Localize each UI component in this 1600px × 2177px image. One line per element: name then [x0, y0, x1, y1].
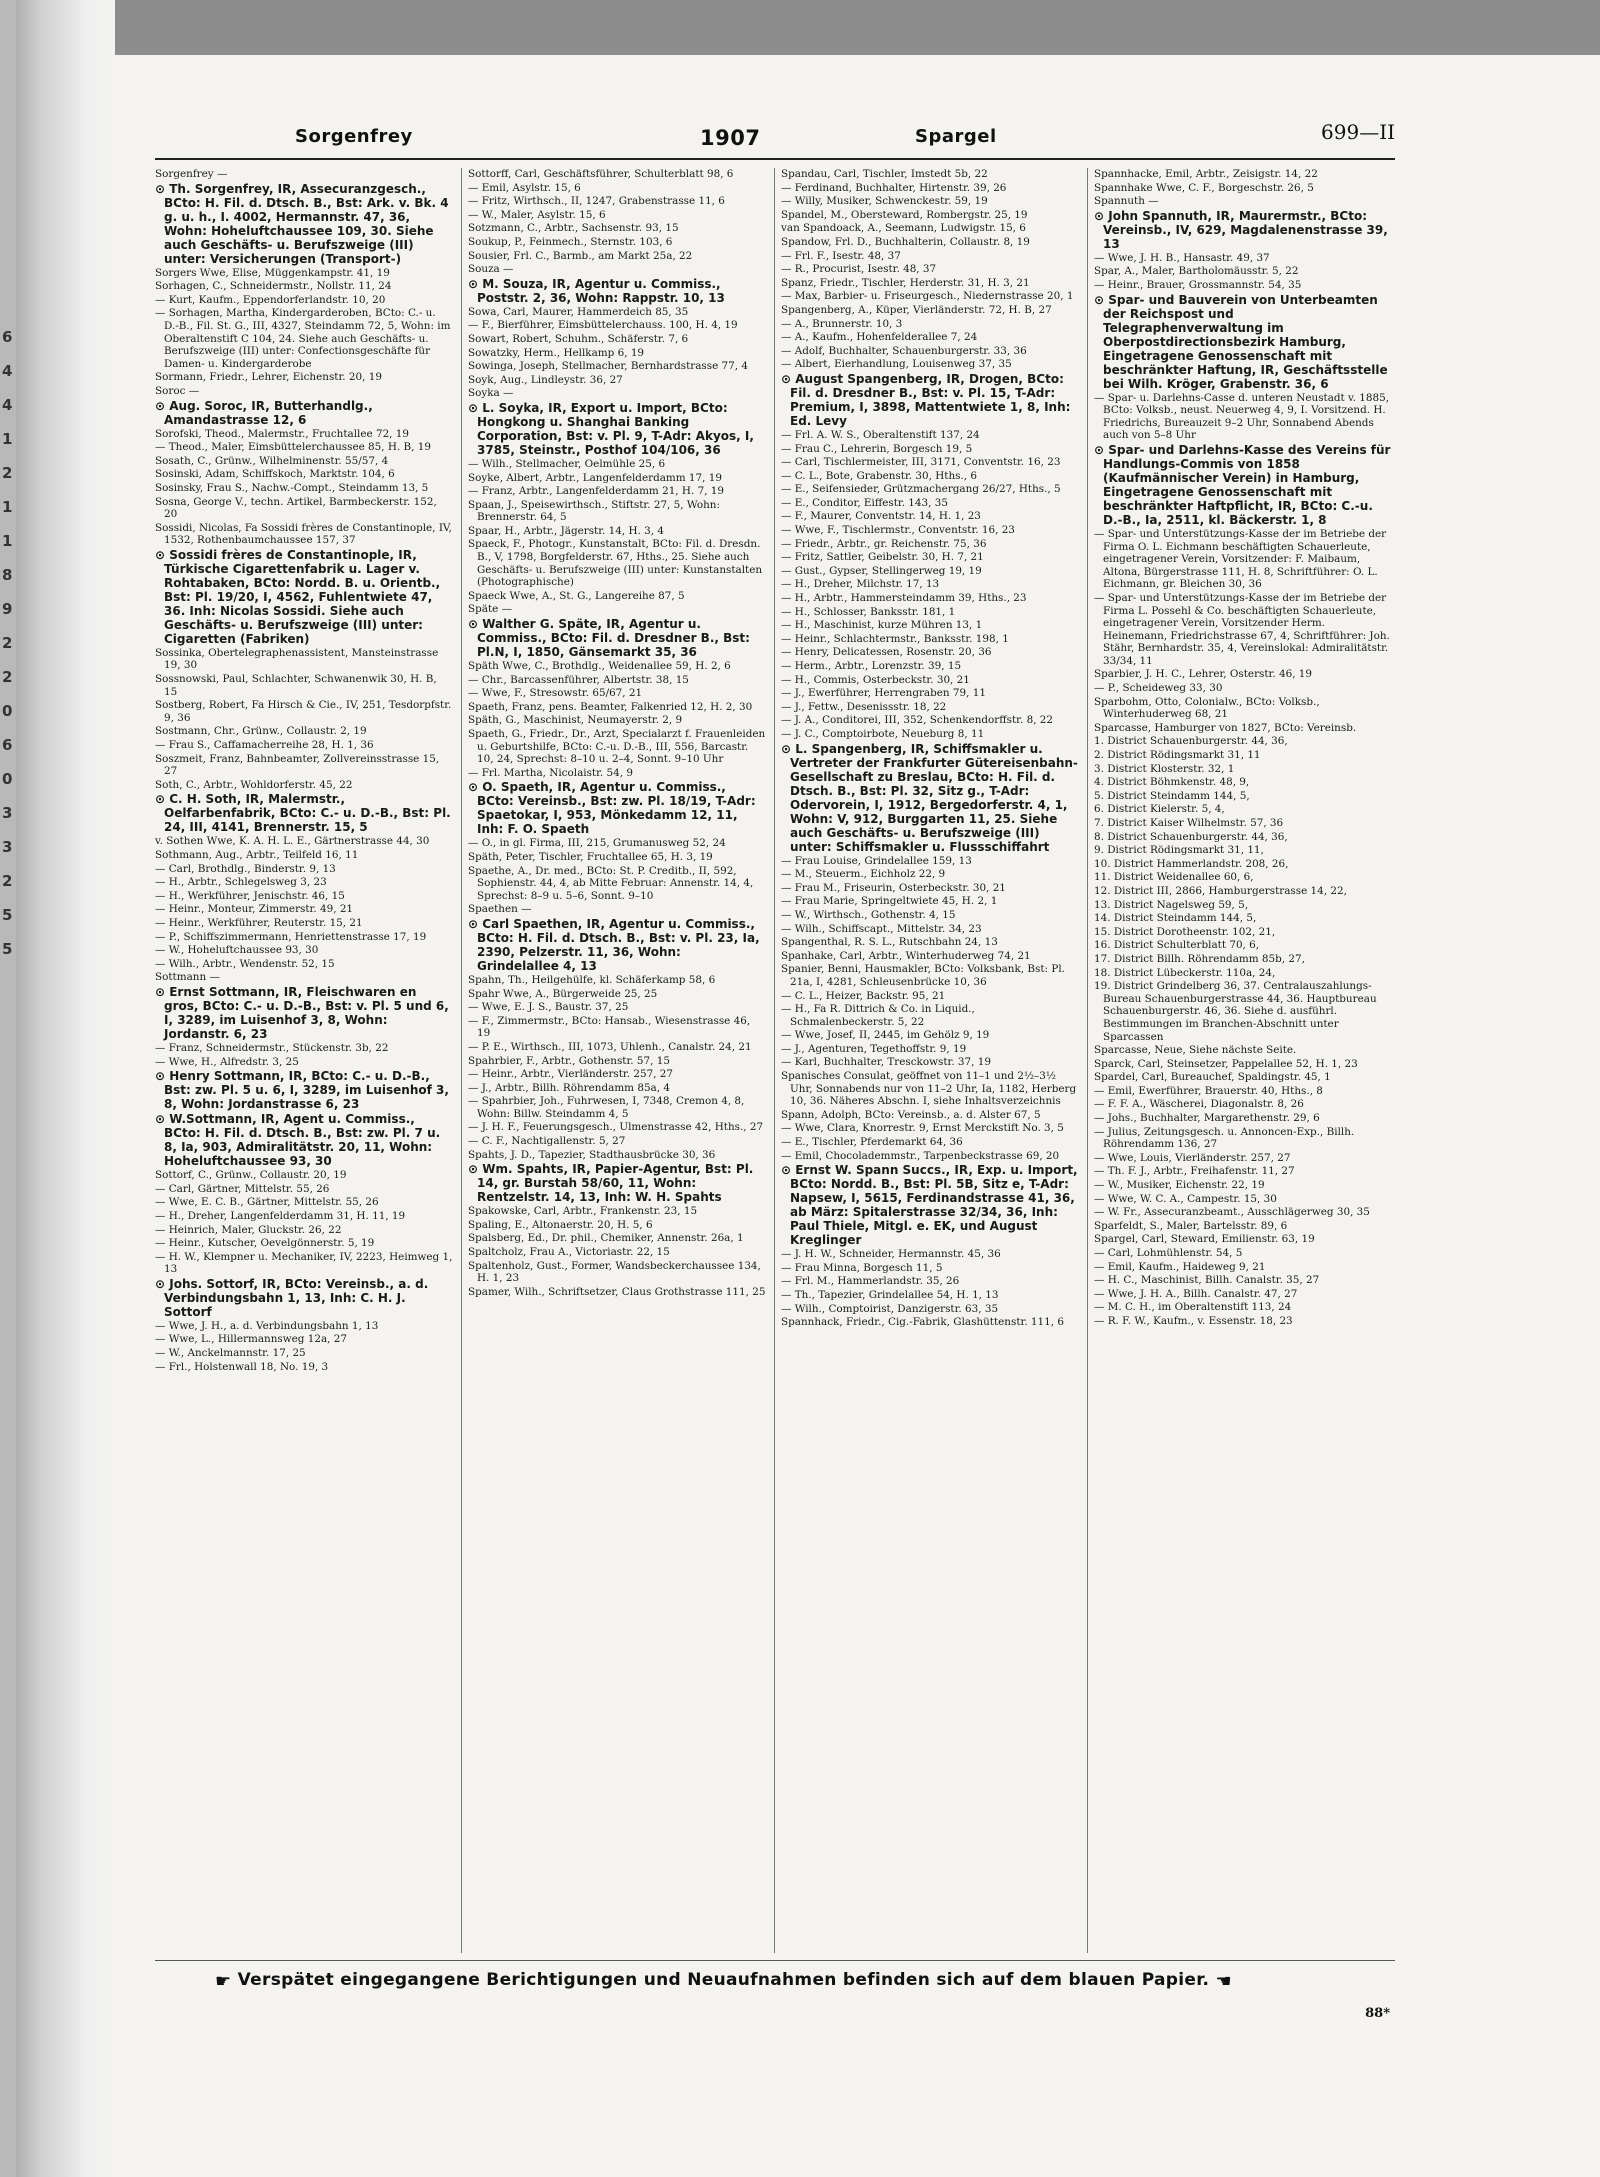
directory-entry: — W., Wirthsch., Gothenstr. 4, 15 — [781, 908, 956, 921]
directory-entry: — J. C., Comptoirbote, Neueburg 8, 11 — [781, 727, 985, 740]
directory-entry: Spanhake, Carl, Arbtr., Winterhuderweg 74, 21 — [781, 949, 1031, 962]
directory-entry: ⊙ August Spangenberg, IR, Drogen, BCto: Fil. d. Dresdner B., Bst: v. Pl. 15, T-Adr: Premium, I, 3898, Mattentwiete 1, 8, Inh: Ed. Levy — [781, 371, 1071, 428]
directory-entry: — Frl., Holstenwall 18, No. 19, 3 — [155, 1360, 329, 1373]
directory-entry: — J., Ewerführer, Herrengraben 79, 11 — [781, 687, 986, 700]
margin-digit: 1 — [2, 498, 13, 516]
directory-entry: — Wilh., Stellmacher, Oelmühle 25, 6 — [468, 457, 666, 470]
footer-divider — [155, 1960, 1395, 1961]
directory-entry: — Frl. A. W. S., Oberaltenstift 137, 24 — [781, 428, 980, 441]
directory-entry: — Wwe, J. H., a. d. Verbindungsbahn 1, 13 — [155, 1319, 379, 1332]
directory-entry: — M. C. H., im Oberaltenstift 113, 24 — [1094, 1301, 1292, 1314]
directory-entry: 14. District Steindamm 144, 5, — [1094, 912, 1257, 925]
running-header — [155, 118, 1395, 160]
directory-entry: — H., Fa R. Dittrich & Co. in Liquid., Schmalenbeckerstr. 5, 22 — [781, 1003, 975, 1028]
directory-entry: Sowinga, Joseph, Stellmacher, Bernhardstrasse 77, 4 — [468, 360, 748, 373]
directory-entry: — Wwe, E. C. B., Gärtner, Mittelstr. 55, 26 — [155, 1196, 379, 1209]
directory-entry: — Heinr., Kutscher, Oevelgönnerstr. 5, 19 — [155, 1237, 375, 1250]
directory-entry: ⊙ C. H. Soth, IR, Malermstr., Oelfarbenfabrik, BCto: C.- u. D.-B., Bst: Pl. 24, III, 4141, Brennerstr. 15, 5 — [155, 792, 451, 835]
directory-entry: — H., Arbtr., Hammersteindamm 39, Hths., 23 — [781, 592, 1027, 605]
directory-entry: Sothmann, Aug., Arbtr., Teilfeld 16, 11 — [155, 849, 359, 861]
directory-entry: ⊙ L. Soyka, IR, Export u. Import, BCto: Hongkong u. Shanghai Banking Corporation, Bst: v. Pl. 9, T-Adr: Akyos, I, 3785, Steinstr., Posthof 104/106, 36 — [468, 400, 754, 457]
margin-digit: 4 — [2, 396, 13, 414]
margin-digit: 5 — [2, 940, 13, 958]
footer-notice-text: Verspätet eingegangene Berichtigungen und Neuaufnahmen befinden sich auf dem blauen Papier. — [237, 1970, 1210, 1990]
directory-entry: — Herm., Arbtr., Lorenzstr. 39, 15 — [781, 660, 962, 672]
directory-entry: Spamer, Wilh., Schriftsetzer, Claus Grothstrasse 111, 25 — [468, 1285, 766, 1298]
directory-entry: Späth, G., Maschinist, Neumayerstr. 2, 9 — [468, 714, 683, 727]
directory-entry: — Gust., Gypser, Stellingerweg 19, 19 — [781, 564, 982, 577]
directory-entry: Sorofski, Theod., Malermstr., Fruchtallee 72, 19 — [155, 427, 410, 440]
directory-entry: Spannhacke, Emil, Arbtr., Zeisigstr. 14, 22 — [1094, 168, 1318, 180]
directory-entry: — Wwe, Clara, Knorrestr. 9, Ernst Merckstift No. 3, 5 — [781, 1122, 1064, 1135]
directory-entry: ⊙ Aug. Soroc, IR, Butterhandlg., Amandastrasse 12, 6 — [155, 398, 373, 427]
directory-entry: — Wilh., Comptoirist, Danzigerstr. 63, 35 — [781, 1302, 999, 1315]
directory-entry: Spaltcholz, Frau A., Victoriastr. 22, 15 — [468, 1246, 670, 1259]
directory-entry: — Frau Minna, Borgesch 11, 5 — [781, 1261, 943, 1274]
directory-entry: — W., Anckelmannstr. 17, 25 — [155, 1347, 306, 1360]
margin-digit: 2 — [2, 634, 13, 652]
directory-entry: Spakowske, Carl, Arbtr., Frankenstr. 23, 15 — [468, 1205, 698, 1218]
directory-entry: Souza — — [468, 263, 514, 276]
directory-entry: Späte — — [468, 603, 512, 616]
directory-entry: ⊙ Th. Sorgenfrey, IR, Assecuranzgesch., BCto: H. Fil. d. Dtsch. B., Bst: Ark. v. Bk. 4 g. u. h., I. 4002, Hermannstr. 47, 36, Wohn: Hoheluftchaussee 109, 30. Siehe auch Geschäfts- u. Berufszweige (III) unter: Versicherungen (Transport-) — [155, 181, 449, 266]
directory-entry: 13. District Nagelsweg 59, 5, — [1094, 898, 1249, 911]
column-divider — [461, 168, 462, 1953]
directory-entry: Soroc — — [155, 384, 200, 397]
margin-digit: 5 — [2, 906, 13, 924]
directory-entry: 19. District Grindelberg 36, 37. Centralauszahlungs-Bureau Schauenburgerstrasse 44, 36. Hauptbureau Schauenburgerstr. 46, 36. Siehe d. ausführl. Bestimmungen im Branchen-Abschnitt unter Sparcassen — [1094, 980, 1377, 1043]
directory-entry: — Emil, Asylstr. 15, 6 — [468, 181, 581, 194]
directory-entry: Spannuth — — [1094, 195, 1159, 208]
directory-entry: — Spar- und Unterstützungs-Kasse der im Betriebe der Firma O. L. Eichmann beschäftigten Schauerleute, eingetragener Verein, Vorsitzender: F. Maibaum, Altona, Bürgerstrasse 111, H. 8, Schriftführer: O. L. Eichmann, gr. Bleichen 30, 36 — [1094, 527, 1387, 591]
directory-entry: ⊙ L. Spangenberg, IR, Schiffsmakler u. Vertreter der Frankfurter Gütereisenbahn-Gesellschaft zu Breslau, BCto: H. Fil. d. Dtsch. B., Bst: Pl. 32, Sitz g., T-Adr: Odervorein, I, 1912, Bergedorferstr. 4, 1, Wohn: V, 912, Burggarten 11, 25. Siehe auch Geschäfts- u. Berufszweige (III) unter: Schiffsmakler u. Flussschiffahrt — [781, 741, 1078, 854]
directory-entry: Sparbier, J. H. C., Lehrer, Osterstr. 46, 19 — [1094, 668, 1313, 681]
directory-entry: Spardel, Carl, Bureauchef, Spaldingstr. 45, 1 — [1094, 1071, 1331, 1084]
book-spine-shadow — [0, 0, 115, 2177]
directory-entry: Spaeck, F., Photogr., Kunstanstalt, BCto: Fil. d. Dresdn. B., V, 1798, Borgfelderstr. 67, Hths., 25. Siehe auch Geschäfts- u. Berufszweige (III) unter: Kunstanstalten (Photographische) — [468, 538, 763, 589]
directory-entry: — H., Werkführer, Jenischstr. 46, 15 — [155, 889, 345, 902]
directory-entry: — C. L., Heizer, Backstr. 95, 21 — [781, 989, 946, 1002]
pointing-hand-icon: ☛ — [215, 1971, 232, 1992]
directory-entry: — P., Scheideweg 33, 30 — [1094, 682, 1223, 695]
directory-entry: — Heinr., Arbtr., Vierländerstr. 257, 27 — [468, 1068, 674, 1081]
directory-entry: Spaeth, Franz, pens. Beamter, Falkenried 12, H. 2, 30 — [468, 700, 753, 713]
directory-entry: — Frau Marie, Springeltwiete 45, H. 2, 1 — [781, 895, 998, 908]
directory-entry: Sorgers Wwe, Elise, Müggenkampstr. 41, 19 — [155, 266, 390, 279]
directory-entry: Späth Wwe, C., Brothdlg., Weidenallee 59, H. 2, 6 — [468, 660, 731, 673]
directory-entry: — Friedr., Arbtr., gr. Reichenstr. 75, 36 — [781, 537, 987, 550]
directory-entry: 16. District Schulterblatt 70, 6, — [1094, 939, 1260, 952]
directory-entry: ⊙ Carl Spaethen, IR, Agentur u. Commiss., BCto: H. Fil. d. Dtsch. B., Bst: v. Pl. 23, Ia, 2390, Pelzerstr. 11, 36, Wohn: Grindelallee 4, 13 — [468, 916, 760, 973]
margin-digit: 3 — [2, 804, 13, 822]
directory-entry: — W., Musiker, Eichenstr. 22, 19 — [1094, 1179, 1265, 1192]
directory-entry: Sosinski, Adam, Schiffskoch, Marktstr. 104, 6 — [155, 468, 395, 481]
directory-entry: ⊙ John Spannuth, IR, Maurermstr., BCto: Vereinsb., IV, 629, Magdalenenstrasse 39, 13 — [1094, 208, 1388, 251]
directory-entry: Spaar, H., Arbtr., Jägerstr. 14, H. 3, 4 — [468, 524, 664, 537]
directory-entry: 2. District Rödingsmarkt 31, 11 — [1094, 749, 1261, 762]
margin-digit: 2 — [2, 668, 13, 686]
directory-entry: — Fritz, Wirthsch., II, 1247, Grabenstrasse 11, 6 — [468, 195, 725, 208]
directory-entry: ⊙ Walther G. Späte, IR, Agentur u. Commiss., BCto: Fil. d. Dresdner B., Bst: Pl.N, I, 1850, Gänsemarkt 35, 36 — [468, 617, 750, 660]
directory-entry: — F. F. A., Wäscherei, Diagonalstr. 8, 26 — [1094, 1098, 1304, 1111]
directory-entry: — H., Schlosser, Banksstr. 181, 1 — [781, 605, 956, 618]
directory-entry: Spalsberg, Ed., Dr. phil., Chemiker, Annenstr. 26a, 1 — [468, 1232, 744, 1245]
directory-entry: — Spahrbier, Joh., Fuhrwesen, I, 7348, Cremon 4, 8, Wohn: Billw. Steindamm 4, 5 — [468, 1095, 745, 1120]
facing-page-margin-digits — [2, 320, 16, 966]
directory-entry: v. Sothen Wwe, K. A. H. L. E., Gärtnerstrasse 44, 30 — [155, 835, 430, 848]
column-divider — [774, 168, 775, 1953]
directory-entry: — Wwe, F., Stresowstr. 65/67, 21 — [468, 687, 643, 700]
directory-entry: Sowart, Robert, Schuhm., Schäferstr. 7, 6 — [468, 332, 689, 345]
directory-entry: — Heinr., Brauer, Grossmannstr. 54, 35 — [1094, 278, 1302, 291]
footer-notice — [215, 1970, 1365, 1992]
directory-entry: Soszmeit, Franz, Bahnbeamter, Zollvereinsstrasse 15, 27 — [155, 752, 440, 778]
directory-entry: Sowa, Carl, Maurer, Hammerdeich 85, 35 — [468, 305, 689, 318]
directory-entry: ⊙ W.Sottmann, IR, Agent u. Commiss., BCto: H. Fil. d. Dtsch. B., Bst: zw. Pl. 7 u. 8, Ia, 903, Admiralitätstr. 20, 11, Wohn: Hoheluftchaussee 93, 30 — [155, 1112, 441, 1169]
directory-entry: — W., Maler, Asylstr. 15, 6 — [468, 208, 606, 221]
directory-entry: — E., Seifensieder, Grützmachergang 26/27, Hths., 5 — [781, 483, 1061, 496]
directory-entry: — P., Schiffszimmermann, Henriettenstrasse 17, 19 — [155, 930, 427, 943]
directory-entry: — H. C., Maschinist, Billh. Canalstr. 35, 27 — [1094, 1274, 1320, 1287]
directory-entry: 10. District Hammerlandstr. 208, 26, — [1094, 857, 1289, 870]
directory-entry: — Franz, Schneidermstr., Stückenstr. 3b, 22 — [155, 1041, 389, 1054]
directory-entry: — Wwe, F., Tischlermstr., Conventstr. 16, 23 — [781, 524, 1015, 537]
directory-entry: 4. District Böhmkenstr. 48, 9, — [1094, 776, 1250, 789]
directory-entry: — Frau M., Friseurin, Osterbeckstr. 30, 21 — [781, 881, 1006, 894]
directory-entry: ⊙ Wm. Spahts, IR, Papier-Agentur, Bst: Pl. 14, gr. Burstah 58/60, 11, Wohn: Rentzelstr. 14, 13, Inh: W. H. Spahts — [468, 1162, 754, 1205]
directory-entry: — Johs., Buchhalter, Margarethenstr. 29, 6 — [1094, 1112, 1320, 1125]
directory-entry: Spaethe, A., Dr. med., BCto: St. P. Creditb., II, 592, Sophienstr. 44, 4, ab Mitte Februar: Annenstr. 14, 4, Sprechst: 8–9 u. 5–6, Sonnt. 9–10 — [468, 864, 754, 902]
directory-entry: — Th., Tapezier, Grindelallee 54, H. 1, 13 — [781, 1289, 999, 1301]
directory-entry: — Wwe, Louis, Vierländerstr. 257, 27 — [1094, 1151, 1291, 1164]
directory-entry: Spaling, E., Altonaerstr. 20, H. 5, 6 — [468, 1218, 653, 1231]
directory-entry: — Kurt, Kaufm., Eppendorferlandstr. 10, 20 — [155, 293, 386, 306]
margin-digit: 1 — [2, 430, 13, 448]
directory-entry: — Wilh., Arbtr., Wendenstr. 52, 15 — [155, 957, 335, 970]
directory-entry: — Carl, Brothdlg., Binderstr. 9, 13 — [155, 862, 336, 875]
directory-entry: Sottorff, Carl, Geschäftsführer, Schulterblatt 98, 6 — [468, 168, 734, 180]
directory-entry: 6. District Kielerstr. 5, 4, — [1094, 803, 1225, 816]
directory-entry: — Henry, Delicatessen, Rosenstr. 20, 36 — [781, 646, 992, 659]
margin-digit: 0 — [2, 770, 13, 788]
column-divider — [1087, 168, 1088, 1953]
directory-entry: Soyk, Aug., Lindleystr. 36, 27 — [468, 373, 623, 386]
directory-entry: — Adolf, Buchhalter, Schauenburgerstr. 33, 36 — [781, 344, 1027, 357]
directory-entry: Spaeck Wwe, A., St. G., Langereihe 87, 5 — [468, 589, 685, 602]
directory-entry: — Spar- und Unterstützungs-Kasse der im Betriebe der Firma L. Possehl & Co. beschäftigten Schauerleute, eingetragener Verein, Vorsitzender Herm. Heinemann, Friedrichstrasse 67, 4, Schriftführer: Joh. Stähr, Bernhardstr. 35, 4, Vereinslokal: Admiralitätstr. 33/34, 11 — [1094, 591, 1390, 667]
directory-entry: — Wwe, E. J. S., Baustr. 37, 25 — [468, 1001, 629, 1014]
directory-columns — [155, 168, 1395, 1953]
directory-entry: — Ferdinand, Buchhalter, Hirtenstr. 39, 26 — [781, 181, 1007, 194]
directory-entry: Spanz, Friedr., Tischler, Herderstr. 31, H. 3, 21 — [781, 276, 1030, 289]
directory-entry: Sostberg, Robert, Fa Hirsch & Cie., IV, 251, Tesdorpfstr. 9, 36 — [155, 699, 452, 724]
directory-entry: — J., Arbtr., Billh. Röhrendamm 85a, 4 — [468, 1081, 670, 1094]
directory-entry: Spahn, Th., Heilgehülfe, kl. Schäferkamp 58, 6 — [468, 973, 716, 986]
directory-entry: ⊙ Spar- und Darlehns-Kasse des Vereins für Handlungs-Commis von 1858 (Kaufmännischer Verein) in Hamburg, Eingetragene Genossenschaft mit beschränkter Haftpflicht, IR, BCto: C.-u. D.-B., Ia, 2511, kl. Bäckerstr. 1, 8 — [1094, 442, 1391, 527]
directory-entry: — R. F. W., Kaufm., v. Essenstr. 18, 23 — [1094, 1314, 1293, 1327]
directory-entry: — A., Kaufm., Hohenfelderallee 7, 24 — [781, 331, 978, 344]
directory-entry: 7. District Kaiser Wilhelmstr. 57, 36 — [1094, 817, 1284, 829]
directory-entry: — Wwe, J. H. A., Billh. Canalstr. 47, 27 — [1094, 1287, 1298, 1300]
directory-entry: Soyka — — [468, 387, 514, 400]
directory-entry: — Th. F. J., Arbtr., Freihafenstr. 11, 27 — [1094, 1165, 1295, 1178]
directory-entry: — Wwe, W. C. A., Campestr. 15, 30 — [1094, 1192, 1277, 1205]
directory-entry: — Wwe, Josef, II, 2445, im Gehölz 9, 19 — [781, 1029, 990, 1042]
directory-entry: Spaethen — — [468, 903, 532, 916]
directory-entry: — Heinr., Schlachtermstr., Banksstr. 198, 1 — [781, 632, 1009, 645]
directory-entry: — W. Fr., Assecuranzbeamt., Ausschlägerweg 30, 35 — [1094, 1206, 1370, 1219]
directory-entry: — H. W., Klempner u. Mechaniker, IV, 2223, Heimweg 1, 13 — [155, 1250, 453, 1276]
directory-entry: Sotzmann, C., Arbtr., Sachsenstr. 93, 15 — [468, 222, 679, 235]
directory-entry: Sousier, Frl. C., Barmb., am Markt 25a, 22 — [468, 249, 693, 262]
directory-entry: — Willy, Musiker, Schwenckestr. 59, 19 — [781, 195, 988, 208]
directory-entry: 3. District Klosterstr. 32, 1 — [1094, 762, 1235, 775]
directory-entry: Sowatzky, Herm., Hellkamp 6, 19 — [468, 346, 645, 359]
directory-entry: — Frau S., Caffamacherreihe 28, H. 1, 36 — [155, 739, 374, 752]
directory-entry: Spaan, J., Speisewirthsch., Stiftstr. 27, 5, Wohn: Brennerstr. 64, 5 — [468, 498, 720, 524]
directory-entry: — A., Brunnerstr. 10, 3 — [781, 317, 903, 330]
directory-entry: Spann, Adolph, BCto: Vereinsb., a. d. Alster 67, 5 — [781, 1108, 1041, 1121]
directory-entry: Sostmann, Chr., Grünw., Collaustr. 2, 19 — [155, 725, 367, 738]
margin-digit: 8 — [2, 566, 13, 584]
directory-entry: — Wilh., Schiffscapt., Mittelstr. 34, 23 — [781, 922, 982, 935]
directory-entry: — H., Maschinist, kurze Mühren 13, 1 — [781, 619, 983, 632]
directory-entry: ⊙ Spar- und Bauverein von Unterbeamten der Reichspost und Telegraphenverwaltung im Oberpostdirectionsbezirk Hamburg, Eingetragene Genossenschaft mit beschränkter Haftung, IR, Geschäftsstelle bei Wilh. Kröger, Grabenstr. 36, 6 — [1094, 292, 1388, 391]
margin-digit: 4 — [2, 362, 13, 380]
directory-entry: Sossnowski, Paul, Schlachter, Schwanenwik 30, H. B, 15 — [155, 673, 437, 698]
margin-digit: 6 — [2, 736, 13, 754]
directory-entry: — J. H. W., Schneider, Hermannstr. 45, 36 — [781, 1248, 1001, 1261]
directory-entry: 12. District III, 2866, Hamburgerstrasse 14, 22, — [1094, 884, 1347, 897]
directory-entry: Sosna, George V., techn. Artikel, Barmbeckerstr. 152, 20 — [155, 495, 437, 521]
directory-entry: Spanier, Benni, Hausmakler, BCto: Volksbank, Bst: Pl. 21a, I, 4281, Schleusenbrücke 10, 36 — [781, 963, 1065, 988]
directory-entry: 18. District Lübeckerstr. 110a, 24, — [1094, 966, 1276, 979]
directory-entry: ⊙ O. Spaeth, IR, Agentur u. Commiss., BCto: Vereinsb., Bst: zw. Pl. 18/19, T-Adr: Spaetokar, I, 953, Mönkedamm 12, 11, Inh: F. O. Spaeth — [468, 780, 756, 837]
signature-mark: 88* — [1365, 2006, 1390, 2021]
directory-entry: — Chr., Barcassenführer, Albertstr. 38, 15 — [468, 673, 689, 686]
directory-entry: ⊙ Johs. Sottorf, IR, BCto: Vereinsb., a. d. Verbindungsbahn 1, 13, Inh: C. H. J. Sottorf — [155, 1276, 429, 1319]
margin-digit: 2 — [2, 872, 13, 890]
directory-entry: — Emil, Kaufm., Haideweg 9, 21 — [1094, 1260, 1266, 1273]
directory-entry: — F., Bierführer, Eimsbüttelerchauss. 100, H. 4, 19 — [468, 319, 738, 332]
directory-entry: — J., Agenturen, Tegethoffstr. 9, 19 — [781, 1042, 967, 1055]
directory-entry: — H., Commis, Osterbeckstr. 30, 21 — [781, 673, 970, 686]
directory-entry: — C. F., Nachtigallenstr. 5, 27 — [468, 1135, 626, 1148]
column-3 — [781, 168, 1079, 1953]
directory-entry: Späth, Peter, Tischler, Fruchtallee 65, H. 3, 19 — [468, 850, 713, 863]
directory-entry: — Max, Barbier- u. Friseurgesch., Niedernstrasse 20, 1 — [781, 290, 1074, 303]
directory-entry: — C. L., Bote, Grabenstr. 30, Hths., 6 — [781, 469, 978, 482]
directory-entry: — E., Tischler, Pferdemarkt 64, 36 — [781, 1136, 963, 1149]
directory-entry: Sottmann — — [155, 971, 220, 984]
directory-entry: Spandow, Frl. D., Buchhalterin, Collaustr. 8, 19 — [781, 235, 1030, 248]
directory-entry: — Theod., Maler, Eimsbüttelerchaussee 85, H. B, 19 — [155, 441, 432, 454]
directory-entry: — Julius, Zeitungsgesch. u. Annoncen-Exp., Billh. Röhrendamm 136, 27 — [1094, 1125, 1355, 1151]
directory-entry: — Heinrich, Maler, Gluckstr. 26, 22 — [155, 1223, 342, 1236]
directory-entry: 17. District Billh. Röhrendamm 85b, 27, — [1094, 952, 1305, 965]
margin-digit: 1 — [2, 532, 13, 550]
directory-entry: Spahrbier, F., Arbtr., Gothenstr. 57, 15 — [468, 1054, 670, 1067]
directory-entry: Sottorf, C., Grünw., Collaustr. 20, 19 — [155, 1169, 347, 1182]
directory-entry: Sorhagen, C., Schneidermstr., Nollstr. 11, 24 — [155, 280, 392, 293]
directory-entry: Sparfeldt, S., Maler, Bartelsstr. 89, 6 — [1094, 1219, 1288, 1232]
directory-entry: Spannhack, Friedr., Cig.-Fabrik, Glashüttenstr. 111, 6 — [781, 1316, 1064, 1329]
directory-entry: — Wwe, L., Hillermannsweg 12a, 27 — [155, 1333, 347, 1346]
directory-entry: — Heinr., Werkführer, Reuterstr. 15, 21 — [155, 916, 363, 929]
directory-entry: — Frl. F., Isestr. 48, 37 — [781, 249, 901, 262]
directory-entry: 11. District Weidenallee 60, 6, — [1094, 871, 1254, 884]
directory-entry: ⊙ Ernst Sottmann, IR, Fleischwaren en gros, BCto: C.- u. D.-B., Bst: v. Pl. 5 und 6, I, 3289, im Luisenhof 3, 8, Wohn: Jordanstr. 6, 23 — [155, 984, 449, 1041]
directory-entry: Spahr Wwe, A., Bürgerweide 25, 25 — [468, 987, 658, 1000]
directory-entry: Sossinka, Obertelegraphenassistent, Mansteinstrasse 19, 30 — [155, 646, 439, 672]
directory-entry: — F., Zimmermstr., BCto: Hansab., Wiesenstrasse 46, 19 — [468, 1014, 751, 1040]
directory-entry: — Frau Louise, Grindelallee 159, 13 — [781, 854, 972, 867]
directory-entry: — Karl, Buchhalter, Tresckowstr. 37, 19 — [781, 1056, 991, 1069]
column-1 — [155, 168, 453, 1953]
directory-entry: — Wwe, H., Alfredstr. 3, 25 — [155, 1055, 299, 1068]
directory-entry: ⊙ Ernst W. Spann Succs., IR, Exp. u. Import, BCto: Nordd. B., Bst: Pl. 5B, Sitz e, T-Adr: Napsew, I, 5615, Ferdinandstrasse 41, 36, ab März: Spitalerstrasse 32/34, 36, Inh: Paul Thiele, Mitgl. e. EK, und August Kreglinger — [781, 1163, 1078, 1248]
margin-digit: 3 — [2, 838, 13, 856]
margin-digit: 9 — [2, 600, 13, 618]
directory-entry: — F., Maurer, Conventstr. 14, H. 1, 23 — [781, 510, 981, 523]
directory-entry: ⊙ Sossidi frères de Constantinople, IR, Türkische Cigarettenfabrik u. Lager v. Rohtabaken, BCto: Nordd. B. u. Orientb., Bst: Pl. 19/20, I, 4562, Fuhlentwiete 47, 36. Inh: Nicolas Sossidi. Siehe auch Geschäfts- u. Berufszweige (III) unter: Cigaretten (Fabriken) — [155, 547, 441, 646]
directory-entry: Spar, A., Maler, Bartholomäusstr. 5, 22 — [1094, 265, 1299, 278]
directory-entry: — Carl, Gärtner, Mittelstr. 55, 26 — [155, 1182, 330, 1195]
directory-entry: — Frl. Martha, Nicolaistr. 54, 9 — [468, 766, 633, 779]
directory-entry: 5. District Steindamm 144, 5, — [1094, 789, 1250, 802]
directory-entry: Soth, C., Arbtr., Wohldorferstr. 45, 22 — [155, 778, 353, 791]
directory-entry: van Spandoack, A., Seemann, Ludwigstr. 15, 6 — [781, 222, 1026, 235]
directory-entry: — J. A., Conditorei, III, 352, Schenkendorffstr. 8, 22 — [781, 714, 1054, 727]
directory-entry: 9. District Rödingsmarkt 31, 11, — [1094, 844, 1264, 857]
directory-entry: — O., in gl. Firma, III, 215, Grumanusweg 52, 24 — [468, 837, 726, 850]
directory-entry: Soyke, Albert, Arbtr., Langenfelderdamm 17, 19 — [468, 471, 722, 484]
directory-entry: — Emil, Ewerführer, Brauerstr. 40, Hths., 8 — [1094, 1084, 1323, 1097]
directory-entry: — Frl. M., Hammerlandstr. 35, 26 — [781, 1275, 960, 1288]
directory-entry: Spanisches Consulat, geöffnet von 11–1 und 2½–3½ Uhr, Sonnabends nur von 11–2 Uhr, Ia, 1182, Herberg 10, 36. Näheres Abschn. I, siehe Inhaltsverzeichnis — [781, 1070, 1077, 1108]
column-2 — [468, 168, 766, 1953]
directory-entry: Spandau, Carl, Tischler, Imstedt 5b, 22 — [781, 168, 988, 180]
directory-entry: — W., Hoheluftchaussee 93, 30 — [155, 944, 319, 957]
directory-entry: — M., Steuerm., Eichholz 22, 9 — [781, 868, 946, 881]
directory-entry: Spahts, J. D., Tapezier, Stadthausbrücke 30, 36 — [468, 1148, 716, 1161]
directory-entry: — Albert, Eierhandlung, Louisenweg 37, 35 — [781, 358, 1012, 371]
directory-entry: Sparcasse, Hamburger von 1827, BCto: Vereinsb. — [1094, 721, 1357, 734]
directory-entry: — P. E., Wirthsch., III, 1073, Uhlenh., Canalstr. 24, 21 — [468, 1040, 752, 1053]
directory-entry: — H., Dreher, Milchstr. 17, 13 — [781, 578, 940, 591]
header-right-keyword: Spargel — [915, 126, 997, 147]
directory-entry: Spargel, Carl, Steward, Emilienstr. 63, 19 — [1094, 1233, 1315, 1246]
directory-entry: — Carl, Lohmühlenstr. 54, 5 — [1094, 1247, 1243, 1259]
directory-entry: ⊙ M. Souza, IR, Agentur u. Commiss., Poststr. 2, 36, Wohn: Rappstr. 10, 13 — [468, 276, 725, 305]
directory-entry: — Frau C., Lehrerin, Borgesch 19, 5 — [781, 442, 973, 455]
directory-entry: — Fritz, Sattler, Geibelstr. 30, H. 7, 21 — [781, 551, 984, 564]
directory-entry: Sormann, Friedr., Lehrer, Eichenstr. 20, 19 — [155, 371, 382, 384]
directory-entry: — Wwe, J. H. B., Hansastr. 49, 37 — [1094, 251, 1270, 264]
directory-entry: — H., Arbtr., Schlegelsweg 3, 23 — [155, 876, 327, 889]
directory-entry: Spangenberg, A., Küper, Vierländerstr. 72, H. B, 27 — [781, 303, 1052, 316]
directory-entry: Sparck, Carl, Steinsetzer, Pappelallee 52, H. 1, 23 — [1094, 1057, 1358, 1070]
directory-entry: Spangenthal, R. S. L., Rutschbahn 24, 13 — [781, 936, 998, 949]
column-4 — [1094, 168, 1392, 1953]
directory-entry: — E., Conditor, Eiffestr. 143, 35 — [781, 496, 948, 509]
directory-entry: Sosinsky, Frau S., Nachw.-Compt., Steindamm 13, 5 — [155, 481, 429, 494]
margin-digit: 6 — [2, 328, 13, 346]
margin-digit: 0 — [2, 702, 13, 720]
directory-entry: Sparbohm, Otto, Colonialw., BCto: Volksb., Winterhuderweg 68, 21 — [1094, 695, 1320, 721]
directory-entry: — Sorhagen, Martha, Kindergarderoben, BCto: C.- u. D.-B., Fil. St. G., III, 4327, Steindamm 72, 5, Wohn: im Oberaltenstift C 104, 24. Siehe auch Geschäfts- u. Berufszweige (III) unter: Confectionsgeschäfte für Damen- u. Kindergarderobe — [155, 307, 451, 370]
header-page-number: 699—II — [1321, 120, 1395, 144]
directory-entry: Soukup, P., Feinmech., Sternstr. 103, 6 — [468, 235, 673, 248]
directory-entry: Spaeth, G., Friedr., Dr., Arzt, Specialarzt f. Frauenleiden u. Geburtshilfe, BCto: C.-u. D.-B., III, 556, Barcastr. 10, 24, Sprechst: 8–10 u. 2–4, Sonnt. 9–10 Uhr — [468, 728, 766, 766]
directory-entry: — Emil, Chocolademmstr., Tarpenbeckstrasse 69, 20 — [781, 1149, 1060, 1162]
directory-entry: 8. District Schauenburgerstr. 44, 36, — [1094, 830, 1288, 843]
directory-entry: Sossidi, Nicolas, Fa Sossidi frères de Constantinople, IV, 1532, Rothenbaumchaussee 157, 37 — [155, 521, 452, 547]
directory-entry: Sparcasse, Neue, Siehe nächste Seite. — [1094, 1044, 1297, 1057]
directory-entry: — Spar- u. Darlehns-Casse d. unteren Neustadt v. 1885, BCto: Volksb., neust. Neuerweg 4, 9, I. Vorsitzend. H. Friedrichs, Bureauzeit 9–2 Uhr, Sonnabend Abends auch von 5–8 Uhr — [1094, 391, 1390, 442]
directory-entry: Spandel, M., Obersteward, Rombergstr. 25, 19 — [781, 208, 1028, 221]
directory-entry: — J. H. F., Feuerungsgesch., Ulmenstrasse 42, Hths., 27 — [468, 1121, 764, 1134]
header-year: 1907 — [700, 126, 761, 150]
directory-entry: 1. District Schauenburgerstr. 44, 36, — [1094, 735, 1288, 748]
directory-entry: Spaltenholz, Gust., Former, Wandsbeckerchaussee 134, H. 1, 23 — [468, 1259, 761, 1285]
pointing-hand-icon: ☚ — [1215, 1971, 1232, 1992]
header-left-keyword: Sorgenfrey — [295, 126, 413, 147]
directory-entry: Sorgenfrey — — [155, 168, 228, 180]
directory-entry: Spannhake Wwe, C. F., Borgeschstr. 26, 5 — [1094, 181, 1314, 194]
directory-entry: — J., Fettw., Desenissstr. 18, 22 — [781, 700, 947, 713]
directory-entry: — Heinr., Monteur, Zimmerstr. 49, 21 — [155, 903, 354, 916]
directory-entry: — R., Procurist, Isestr. 48, 37 — [781, 263, 937, 276]
directory-entry: ⊙ Henry Sottmann, IR, BCto: C.- u. D.-B., Bst: zw. Pl. 5 u. 6, I, 3289, im Luisenhof 3, 8, Wohn: Jordanstrasse 6, 23 — [155, 1069, 449, 1112]
directory-entry: Sosath, C., Grünw., Wilhelminenstr. 55/57, 4 — [155, 454, 389, 467]
directory-entry: 15. District Dorotheenstr. 102, 21, — [1094, 925, 1276, 938]
margin-digit: 2 — [2, 464, 13, 482]
directory-entry: — Franz, Arbtr., Langenfelderdamm 21, H. 7, 19 — [468, 485, 725, 498]
directory-entry: — Carl, Tischlermeister, III, 3171, Conventstr. 16, 23 — [781, 456, 1061, 469]
directory-entry: — H., Dreher, Langenfelderdamm 31, H. 11, 19 — [155, 1209, 406, 1222]
